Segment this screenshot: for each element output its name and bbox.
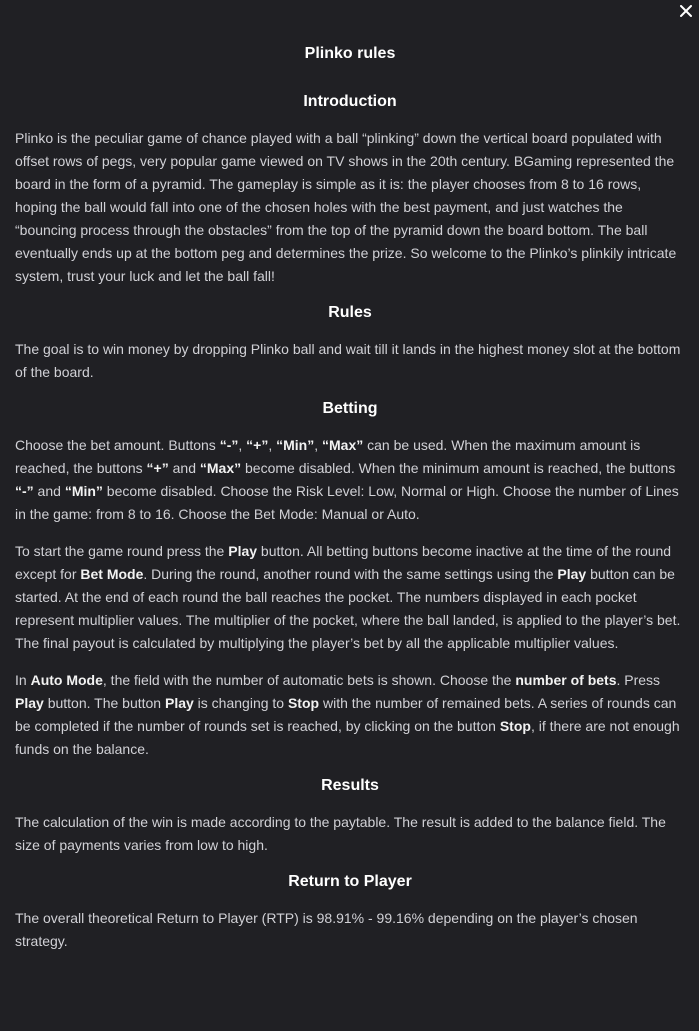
- close-icon: [680, 5, 692, 17]
- section-heading: Results: [321, 777, 379, 794]
- rules-content: [15, 42, 685, 967]
- page-title: Plinko rules: [304, 45, 396, 62]
- betting-paragraph-1: Choose the bet amount. Buttons “-”, “+”, “Min”, “Max” can be used. When the maximum amount is reached, the buttons “+” and “Max” become disabled. When the minimum amount is reached, the buttons “-” and “Min” become disabled. Choose the Risk Level: Low, Normal or High. Choose the number of Lines in the game: from 8 to 16. Choose the Bet Mode: Manual or Auto.: [15, 437, 679, 522]
- section-text: Plinko is the peculiar game of chance played with a ball “plinking” down the vertical board populated with offset rows of pegs, very popular game viewed on TV shows in the 20th century. BGaming represented the board in the form of a pyramid. The gameplay is simple as it is: the player chooses from 8 to 16 rows, hoping the ball would fall into one of the chosen holes with the best payment, and just watches the “bouncing process through the obstacles” from the top of the pyramid down the board bottom. The ball eventually ends up at the bottom peg and determines the prize. So welcome to the Plinko’s plinkily intricate system, trust your luck and let the ball fall!: [15, 130, 677, 284]
- section-rtp: [15, 871, 685, 953]
- section-results: [15, 775, 685, 857]
- section-heading: Rules: [328, 304, 372, 321]
- section-text: The goal is to win money by dropping Plinko ball and wait till it lands in the highest money slot at the bottom of the board.: [15, 341, 681, 380]
- betting-paragraph-3: In Auto Mode, the field with the number of automatic bets is shown. Choose the number of bets. Press Play button. The button Play is changing to Stop with the number of remained bets. A series of rounds can be completed if the number of rounds set is reached, by clicking on the button Stop, if there are not enough funds on the balance.: [15, 672, 680, 757]
- close-button[interactable]: [677, 2, 695, 20]
- section-heading: Introduction: [303, 93, 397, 110]
- section-text: The overall theoretical Return to Player (RTP) is 98.91% - 99.16% depending on the player’s chosen strategy.: [15, 910, 638, 949]
- section-rules: [15, 302, 685, 384]
- section-heading: Return to Player: [288, 873, 412, 890]
- section-heading: Betting: [322, 400, 378, 417]
- section-betting: [15, 398, 685, 761]
- betting-paragraph-2: To start the game round press the Play button. All betting buttons become inactive at the time of the round except for Bet Mode. During the round, another round with the same settings using the Play button can be started. At the end of each round the ball reaches the pocket. The numbers displayed in each pocket represent multiplier values. The multiplier of the pocket, where the ball landed, is applied to the player’s bet. The final payout is calculated by multiplying the player’s bet by all the applicable multiplier values.: [15, 543, 681, 651]
- section-text: The calculation of the win is made according to the paytable. The result is added to the balance field. The size of payments varies from low to high.: [15, 814, 666, 853]
- section-introduction: [15, 91, 685, 288]
